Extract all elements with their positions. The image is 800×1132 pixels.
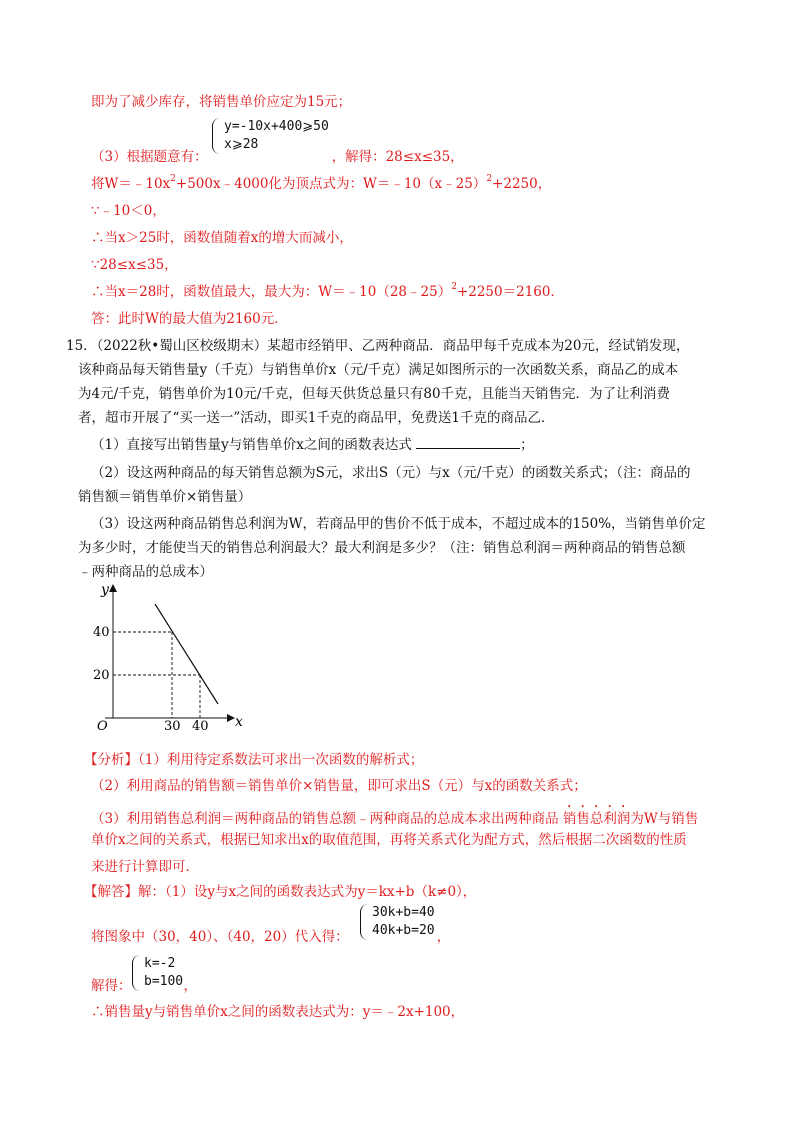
function-line — [155, 604, 218, 704]
text: +2250＝2160． — [456, 284, 564, 300]
text: 将W＝﹣10x — [91, 176, 171, 192]
analysis-line-2: （2）利用商品的销售额＝销售单价×销售量，即可求出S（元）与x的函数关系式； — [91, 778, 587, 794]
solution-line-7 — [91, 282, 564, 304]
analysis-line-3 — [91, 803, 698, 829]
text: 将图象中（30，40）、（40，20）代入得： — [91, 929, 349, 945]
text: （1）直接写出销售量y与销售单价x之间的函数表达式 — [91, 437, 412, 453]
question-2-line-1: （2）设这两种商品的每天销售总额为S元，求出S（元）与x（元/千克）的函数关系式；（注：商品的 — [91, 465, 691, 481]
text: 解得： — [91, 978, 132, 994]
solution-line-1: 即为了减少库存，将销售单价应定为15元； — [91, 94, 352, 110]
question-1 — [91, 435, 534, 455]
system-row: x⩾28 — [224, 137, 259, 152]
system-row: k=-2 — [144, 956, 176, 971]
superscript: 2 — [451, 282, 457, 292]
superscript: 2 — [486, 174, 493, 184]
question-3-line-2: 为多少时，才能使当天的销售总利润最大？最大利润是多少？（注：销售总利润＝两种商品的销售总额 — [78, 540, 686, 556]
question-3-line-3: ﹣两种商品的总成本） — [78, 564, 213, 580]
problem-line-1: 15．（2022秋•蜀山区校级期末）某超市经销甲、乙两种商品．商品甲每千克成本为20元，经试销发现， — [66, 338, 690, 354]
text: ，解得：28≤x≤35， — [331, 149, 464, 165]
solution-line-6: ∵28≤x≤35， — [91, 257, 178, 273]
emphasized-text: 销售总利润 — [562, 811, 631, 827]
problem-line-3: 为4元/千克，销售单价为10元/千克，但每天供货总量只有80千克，且能当天销售完．为了让利消费 — [78, 386, 671, 402]
superscript: 2 — [170, 174, 176, 184]
text: ； — [520, 437, 534, 453]
x-axis-label: x — [235, 714, 243, 730]
function-graph — [85, 578, 265, 738]
system-row: 30k+b=40 — [372, 905, 435, 920]
text: ， — [183, 978, 197, 994]
text: （3）利用销售总利润＝两种商品的销售总额﹣两种商品的总成本求出两种商品 — [91, 811, 563, 827]
text: +2250， — [492, 176, 552, 192]
system-row: b=100 — [144, 974, 184, 989]
text: （3）根据题意有： — [91, 149, 208, 165]
solution-line-2 — [91, 147, 464, 167]
text: +500x﹣4000化为顶点式为：W＝﹣10（x﹣25） — [175, 176, 487, 192]
text: ， — [436, 929, 451, 945]
problem-line-4: 者，超市开展了“买一送一”活动，即买1千克的商品甲，免费送1千克的商品乙． — [78, 410, 555, 426]
solution-line-4: ∵﹣10＜0， — [91, 203, 166, 219]
text: 为W与销售 — [630, 811, 699, 827]
substitution-line — [91, 927, 450, 947]
system-row: 40k+b=20 — [372, 923, 435, 938]
system-row: y=-10x+400⩾50 — [224, 119, 329, 134]
y-tick-label: 20 — [93, 668, 110, 683]
solve-line — [91, 976, 197, 996]
x-tick-label: 40 — [192, 719, 209, 734]
answer-blank — [416, 435, 520, 449]
origin-label: O — [97, 719, 108, 734]
y-axis-label: y — [101, 582, 109, 598]
problem-line-2: 该种商品每天销售量y（千克）与销售单价x（元/千克）满足如图所示的一次函数关系，商品乙的成本 — [78, 362, 679, 378]
x-tick-label: 30 — [164, 719, 181, 734]
analysis-line-1: 【分析】（1）利用待定系数法可求出一次函数的解析式； — [84, 752, 424, 768]
analysis-line-4: 单价x之间的关系式，根据已知求出x的取值范围，再将关系式化为配方式，然后根据二次函数的性质 — [91, 832, 687, 848]
solution-intro: 【解答】解：（1）设y与x之间的函数表达式为y＝kx+b（k≠0）， — [84, 884, 477, 900]
answer-line: 答：此时W的最大值为2160元． — [91, 311, 288, 327]
question-2-line-2: 销售额＝销售单价×销售量） — [78, 489, 252, 505]
solution-line-5: ∴当x＞25时，函数值随着x的增大而减小， — [91, 230, 353, 246]
conclusion-line: ∴销售量y与销售单价x之间的函数表达式为：y＝﹣2x+100， — [91, 1004, 465, 1020]
solution-line-3 — [91, 174, 551, 196]
analysis-line-5: 来进行计算即可． — [91, 859, 199, 875]
y-tick-label: 40 — [93, 625, 110, 640]
question-3-line-1: （3）设这两种商品销售总利润为W，若商品甲的售价不低于成本，不超过成本的150%，当销售单价定 — [91, 516, 706, 532]
text: ∴当x＝28时，函数值最大，最大为：W＝﹣10（28﹣25） — [91, 284, 452, 300]
